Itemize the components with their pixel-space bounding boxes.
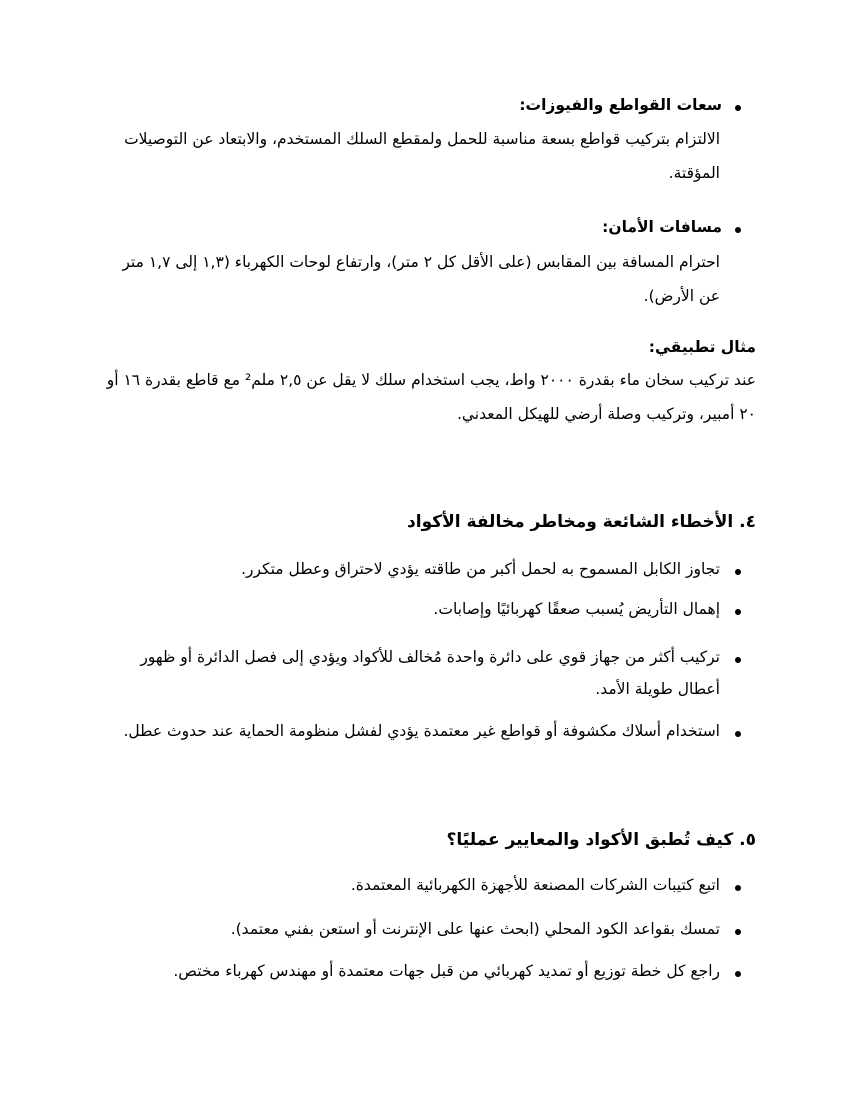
bullet-icon — [735, 569, 741, 575]
example-text: عند تركيب سخان ماء بقدرة ٢٠٠٠ واط، يجب استخدام سلك لا يقل عن ٢,٥ ملم² مع قاطع بقدرة ١٦ أو — [106, 371, 756, 389]
list-item: تجاوز الكابل المسموح به لحمل أكبر من طاقته يؤدي لاحتراق وعطل متكرر. — [241, 560, 720, 578]
example-title: مثال تطبيقي: — [648, 338, 756, 356]
list-item-continuation: أعطال طويلة الأمد. — [595, 680, 720, 698]
bullet-icon — [735, 731, 741, 737]
list-item-text: الالتزام بتركيب قواطع بسعة مناسبة للحمل ولمقطع السلك المستخدم، والابتعاد عن التوصيلات — [124, 130, 720, 148]
list-item: تركيب أكثر من جهاز قوي على دائرة واحدة مُخالف للأكواد ويؤدي إلى فصل الدائرة أو ظهور — [140, 648, 720, 666]
list-item-text: المؤقتة. — [668, 164, 720, 182]
example-text: ٢٠ أمبير، وتركيب وصلة أرضي للهيكل المعدني. — [456, 405, 756, 423]
bullet-icon — [735, 609, 741, 615]
list-item-text: عن الأرض). — [643, 287, 720, 305]
list-item: استخدام أسلاك مكشوفة أو قواطع غير معتمدة يؤدي لفشل منظومة الحماية عند حدوث عطل. — [123, 722, 720, 740]
list-item: اتبع كتيبات الشركات المصنعة للأجهزة الكهربائية المعتمدة. — [350, 876, 720, 894]
bullet-icon — [735, 971, 741, 977]
bullet-icon — [735, 929, 741, 935]
bullet-icon — [735, 885, 741, 891]
list-item: راجع كل خطة توزيع أو تمديد كهربائي من قبل جهات معتمدة أو مهندس كهرباء مختص. — [173, 962, 720, 980]
list-item: تمسك بقواعد الكود المحلي (ابحث عنها على الإنترنت أو استعن بفني معتمد). — [230, 920, 720, 938]
bullet-icon — [735, 657, 741, 663]
list-item-title: سعات القواطع والفيوزات: — [519, 96, 722, 114]
list-item: إهمال التأريض يُسبب صعقًا كهربائيًا وإصابات. — [433, 600, 720, 618]
list-item-title: مسافات الأمان: — [602, 218, 722, 236]
list-item-text: احترام المسافة بين المقابس (على الأقل كل ٢ متر)، وارتفاع لوحات الكهرباء (١,٣ إلى ١,٧ متر — [122, 253, 720, 271]
section-heading: ٥. كيف تُطبق الأكواد والمعايير عمليًا؟ — [446, 830, 756, 850]
bullet-icon — [735, 227, 741, 233]
bullet-icon — [735, 105, 741, 111]
section-heading: ٤. الأخطاء الشائعة ومخاطر مخالفة الأكواد — [407, 512, 756, 532]
